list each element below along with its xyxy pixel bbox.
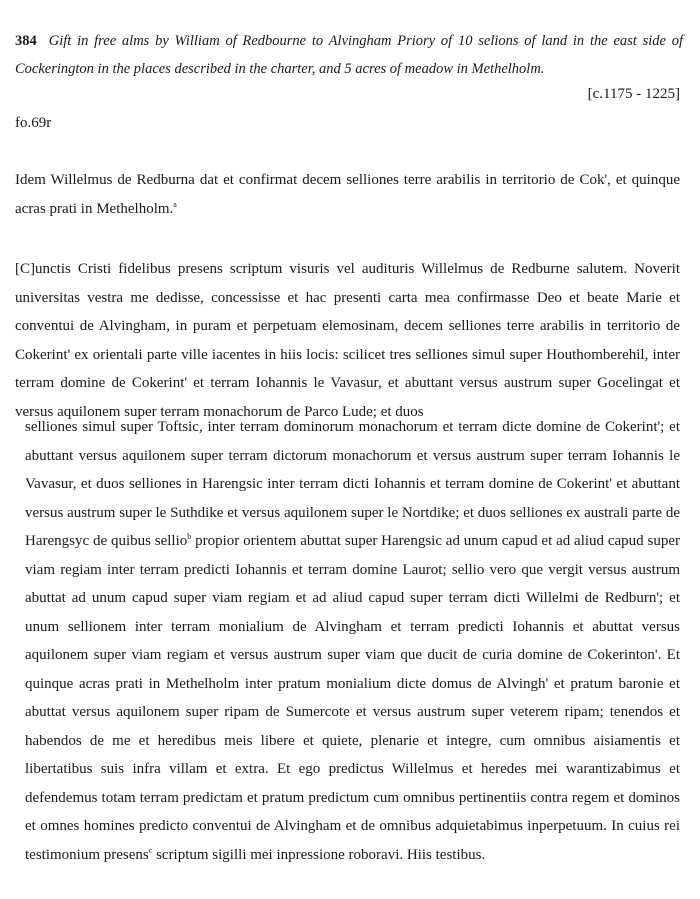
charter-paragraph-intro	[15, 255, 680, 426]
charter-text-part2b: propior orientem abuttat super Harengsic ad unum capud et ad aliud capud super viam regiam inter terram predicti Iohannis et terram domine Laurot; sellio vero que vergit versus austrum abuttat ad unum capud super viam regiam et ad aliud capud super terram dicti Willelmi de Redburn'; et unum sellionem inter terram monialium de Alvingham et terram predicti Iohannis et abuttat versus aquilonem super viam regiam et versus austrum super viam que ducit de curia domine de Cokerinton'. Et quinque acras prati in Methelholm inter pratum monialium dicte domus de Alvingh' et pratum baronie et abuttat versus aquilonem super ripam de Sumercote et versus austrum super veterem ripam; tenendos et habendos de me et heredibus meis libere et quiete, plenarie et integre, cum omnibus aisiamentis et libertatibus suis infra villam et extra. Et ego predictus Willelmus et heredes mei warantizabimus et defendemus totam terram predictam et pratum predictum cum omnibus pertinentiis contra regem et dominos et omnes homines predicto conventui de Alvingham et de omnibus adquietabimus inperpetuum. In cuius rei testimonium presens	[25, 533, 680, 863]
footnote-mark-b: b	[187, 532, 192, 541]
entry-title: Gift in free alms by William of Redbourne to Alvingham Priory of 10 selions of land in the east side of Cockerington in the places described in the charter, and 5 acres of meadow in Methelholm.	[15, 33, 683, 77]
charter-text-part2c: scriptum sigilli mei inpressione roboravi. Hiis testibus.	[152, 846, 486, 863]
folio-reference: fo.69r	[15, 115, 52, 131]
summary-text: Idem Willelmus de Redburna dat et confirmat decem selliones terre arabilis in territorio de Cok', et quinque acras prati in Methelholm.	[15, 172, 680, 217]
charter-text-part1: [C]unctis Cristi fidelibus presens scriptum visuris vel audituris Willelmus de Redburne salutem. Noverit universitas vestra me dedisse, concessisse et hac presenti carta mea confirmasse Deo et beate Marie et conventui de Alvingham, in puram et perpetuam elemosinam, decem selliones terre arabilis in territorio de Cokerint' ex orientali parte ville iacentes in hiis locis: scilicet tres selliones simul super Houthomberehil, inter terram domine de Cokerint' et terram Iohannis le Vavasur, et abuttant versus austrum super Gocelingat et versus aquilonem super terram monachorum de Parco Lude; et duos	[15, 261, 680, 420]
charter-text-part2a: selliones simul super Toftsic, inter terram dominorum monachorum et terram dicte domine de Cokerint'; et abuttant versus aquilonem super terram dictorum monachorum et versus austrum super terram Iohannis le Vavasur, et duos selliones in Harengsic inter terram dicti Iohannis et terram domine de Cokerint' et abuttant versus austrum super le Suthdike et versus aquilonem super le Nortdike; et duos selliones ex australi parte de Harengsyc de quibus sellio	[25, 419, 680, 549]
charter-paragraph-continued	[25, 413, 680, 869]
footnote-mark-c: c	[148, 845, 153, 855]
summary-paragraph	[15, 166, 680, 223]
footnote-mark-a: a	[173, 199, 177, 209]
entry-heading	[15, 27, 683, 83]
entry-date: [c.1175 - 1225]	[587, 86, 680, 102]
entry-number: 384	[15, 33, 37, 49]
